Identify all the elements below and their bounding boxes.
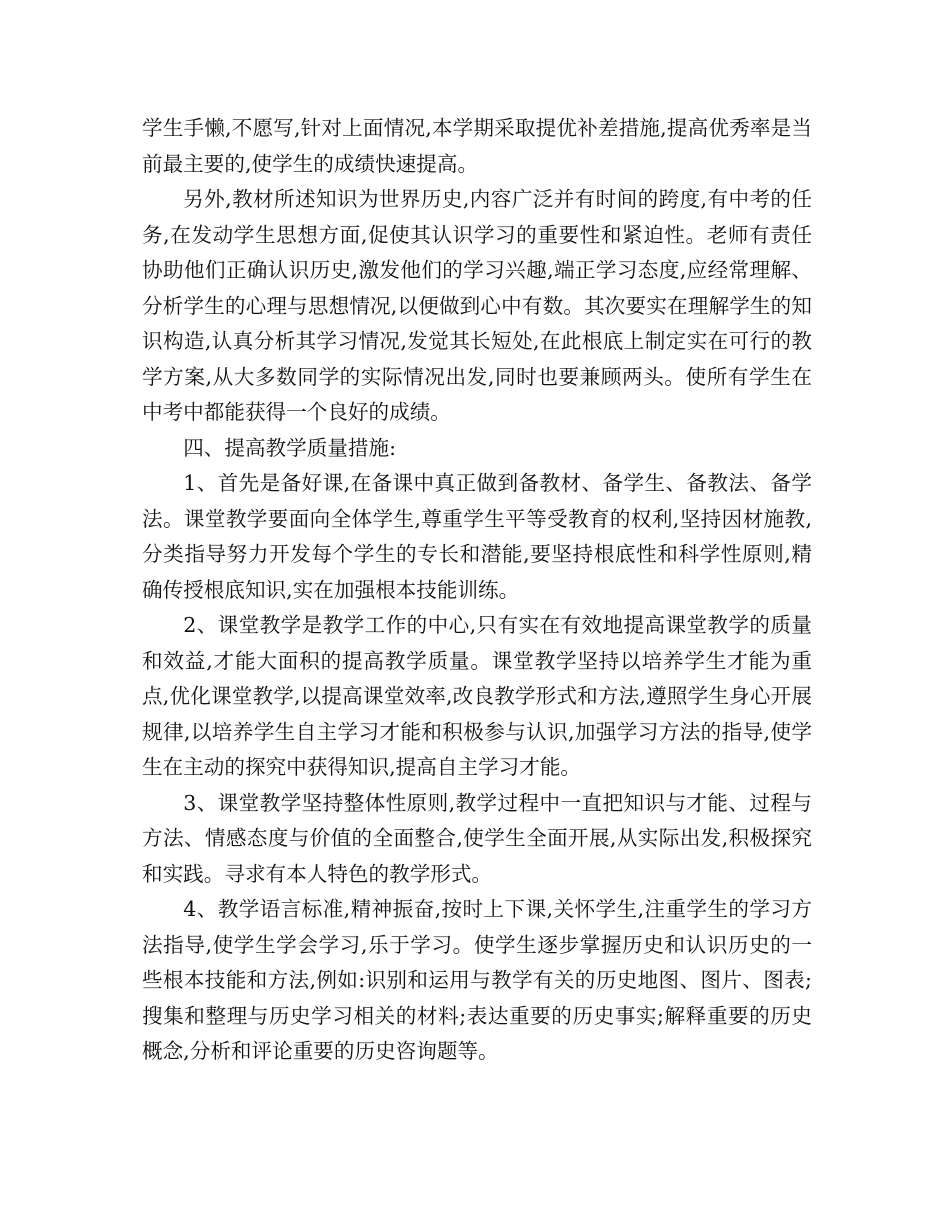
document-page bbox=[142, 111, 812, 1070]
paragraph-measure-3: 3、课堂教学坚持整体性原则,教学过程中一直把知识与才能、过程与方法、情感态度与价值的全面整合,使学生全面开展,从实际出发,积极探究和实践。寻求有本人特色的教学形式。 bbox=[142, 790, 812, 886]
paragraph-teaching-context: 另外,教材所述知识为世界历史,内容广泛并有时间的跨度,有中考的任务,在发动学生思想方面,促使其认识学习的重要性和紧迫性。老师有责任协助他们正确认识历史,激发他们的学习兴趣,端正学习态度,应经常理解、分析学生的心理与思想情况,以便做到心中有数。其次要实在理解学生的知识构造,认真分析其学习情况,发觉其长短处,在此根底上制定实在可行的教学方案,从大多数同学的实际情况出发,同时也要兼顾两头。使所有学生在中考中都能获得一个良好的成绩。 bbox=[142, 187, 812, 424]
paragraph-measure-1: 1、首先是备好课,在备课中真正做到备教材、备学生、备教法、备学法。课堂教学要面向全体学生,尊重学生平等受教育的权利,坚持因材施教,分类指导努力开发每个学生的专长和潜能,要坚持根底性和科学性原则,精确传授根底知识,实在加强根本技能训练。 bbox=[142, 471, 812, 602]
paragraph-measure-2: 2、课堂教学是教学工作的中心,只有实在有效地提高课堂教学的质量和效益,才能大面积的提高教学质量。课堂教学坚持以培养学生才能为重点,优化课堂教学,以提高课堂效率,改良教学形式和方法,遵照学生身心开展规律,以培养学生自主学习才能和积极参与认识,加强学习方法的指导,使学生在主动的探究中获得知识,提高自主学习才能。 bbox=[142, 613, 812, 779]
section-heading-measures: 四、提高教学质量措施: bbox=[183, 435, 397, 460]
paragraph-measure-4: 4、教学语言标准,精神振奋,按时上下课,关怀学生,注重学生的学习方法指导,使学生学会学习,乐于学习。使学生逐步掌握历史和认识历史的一些根本技能和方法,例如:识别和运用与教学有关的历史地图、图片、图表;搜集和整理与历史学习相关的材料;表达重要的历史事实;解释重要的历史概念,分析和评论重要的历史咨询题等。 bbox=[142, 897, 812, 1063]
paragraph-continuation: 学生手懒,不愿写,针对上面情况,本学期采取提优补差措施,提高优秀率是当前最主要的,使学生的成绩快速提高。 bbox=[142, 116, 812, 176]
